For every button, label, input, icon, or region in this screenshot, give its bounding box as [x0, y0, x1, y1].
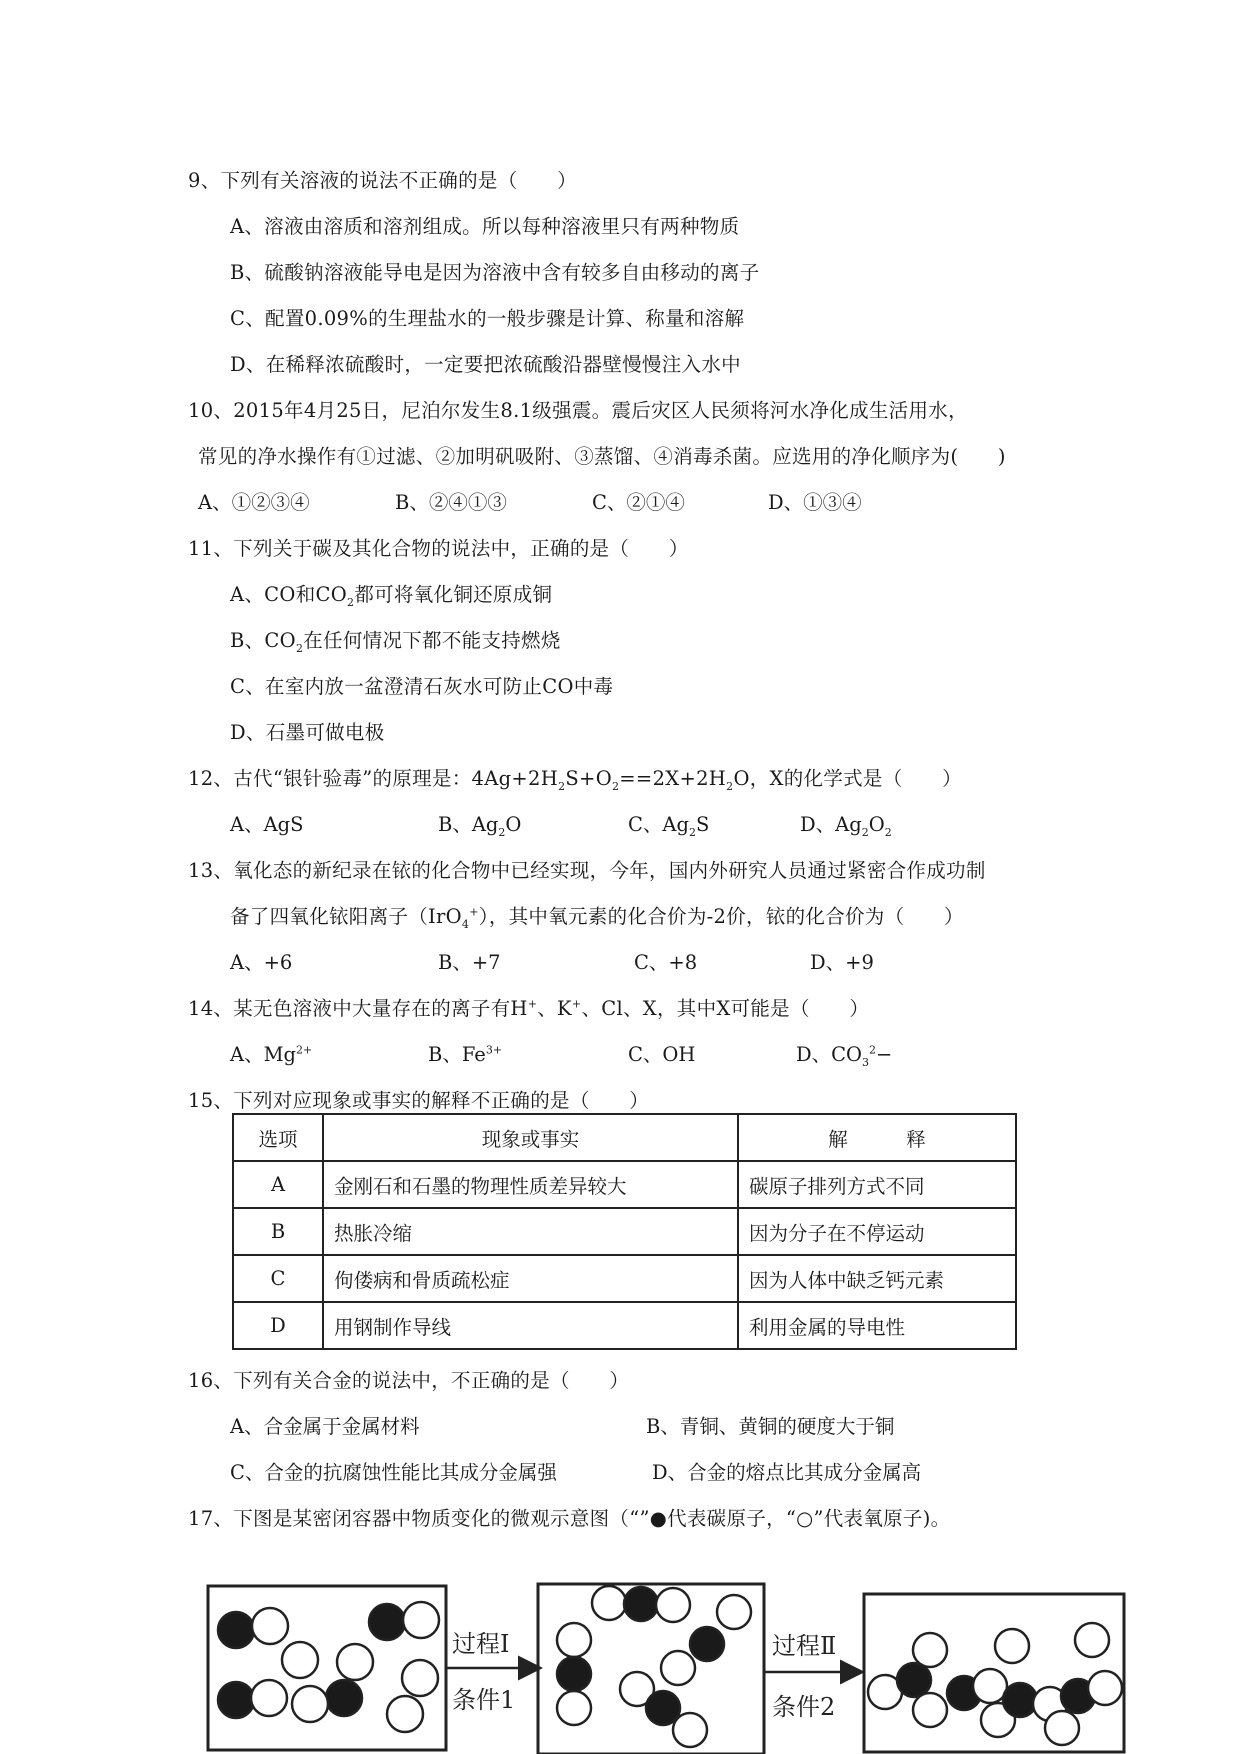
q10-option-b: B、②④①③ [395, 491, 507, 514]
q10-option-c: C、②①④ [592, 491, 685, 514]
q13-option-d: D、+9 [810, 951, 874, 974]
q11-option-b: B、$CO_2$在任何情况下都不能支持燃烧 [230, 629, 561, 655]
q17-stem: 17、下图是某密闭容器中物质变化的微观示意图（“”●代表碳原子，“○”代表氧原子)。 [188, 1507, 951, 1530]
molecules-final [868, 1623, 1122, 1745]
table-cell: C [233, 1255, 323, 1302]
carbon-atom [690, 1627, 724, 1661]
q9-option-c: C、配置0.09%的生理盐水的一般步骤是计算、称量和溶解 [230, 307, 745, 330]
oxygen-atom [913, 1633, 947, 1667]
q12-option-d: D、$Ag_2O_2$ [800, 813, 892, 839]
oxygen-atom [1045, 1711, 1079, 1745]
table-cell: 碳原子排列方式不同 [738, 1161, 1016, 1208]
q12-stem: 12、古代“银针验毒”的原理是：$4Ag+2H_2S+O_2==2X+2H_2O$，X的化学式是（ ） [188, 767, 962, 793]
q15-table [232, 1113, 1017, 1350]
oxygen-atom [282, 1642, 318, 1678]
table-cell: 用钢制作导线 [323, 1302, 738, 1349]
q12-option-a: A、AgS [230, 813, 304, 836]
q9-option-b: B、硫酸钠溶液能导电是因为溶液中含有较多自由移动的离子 [230, 261, 760, 284]
oxygen-atom [251, 1680, 287, 1716]
table-cell: 利用金属的导电性 [738, 1302, 1016, 1349]
q16-option-a: A、合金属于金属材料 [230, 1415, 420, 1438]
condition-1-label: 条件1 [452, 1686, 516, 1714]
oxygen-atom [673, 1713, 707, 1747]
carbon-atom [1003, 1683, 1037, 1717]
carbon-atom [624, 1587, 658, 1621]
q11-option-a: A、CO和$CO_2$都可将氧化铜还原成铜 [230, 583, 553, 609]
table-row [233, 1208, 1016, 1255]
oxygen-atom [252, 1608, 288, 1644]
table-header-cell: 现象或事实 [323, 1114, 738, 1161]
table-cell: A [233, 1161, 323, 1208]
oxygen-atom [717, 1595, 751, 1629]
q10-stem-line1: 10、2015年4月25日，尼泊尔发生8.1级强震。震后灾区人民须将河水净化成生活用水， [188, 399, 968, 422]
carbon-atom [557, 1657, 591, 1691]
table-cell: 因为人体中缺乏钙元素 [738, 1255, 1016, 1302]
q11-stem: 11、下列关于碳及其化合物的说法中，正确的是（ ） [188, 537, 689, 560]
oxygen-atom [557, 1691, 591, 1725]
table-row [233, 1161, 1016, 1208]
q16-option-b: B、青铜、黄铜的硬度大于铜 [646, 1415, 895, 1438]
oxygen-atom [557, 1623, 591, 1657]
carbon-atom [326, 1680, 362, 1716]
oxygen-atom [402, 1660, 438, 1696]
q10-option-d: D、①③④ [768, 491, 862, 514]
q14-option-c: C、OH [628, 1043, 696, 1066]
oxygen-atom [403, 1602, 439, 1638]
micro-process-diagram [0, 1570, 1240, 1754]
molecules-middle [557, 1586, 751, 1747]
oxygen-atom [337, 1644, 373, 1680]
carbon-atom [897, 1663, 931, 1697]
q12-option-b: B、$Ag_2O$ [438, 813, 522, 839]
table-row [233, 1302, 1016, 1349]
q9-option-a: A、溶液由溶质和溶剂组成。所以每种溶液里只有两种物质 [230, 215, 740, 238]
process-1-label: 过程Ⅰ [452, 1630, 510, 1658]
q14-option-a: A、$Mg^{2+}$ [230, 1043, 313, 1066]
condition-2-label: 条件2 [772, 1693, 836, 1721]
table-header-cell: 选项 [233, 1114, 323, 1161]
process-2-label: 过程Ⅱ [772, 1632, 837, 1660]
molecules-initial [218, 1602, 439, 1732]
table-cell: B [233, 1208, 323, 1255]
table-cell: 因为分子在不停运动 [738, 1208, 1016, 1255]
oxygen-atom [1088, 1671, 1122, 1705]
q13-option-a: A、+6 [230, 951, 293, 974]
table-cell: D [233, 1302, 323, 1349]
q13-stem-line1: 13、氧化态的新纪录在铱的化合物中已经实现，今年，国内外研究人员通过紧密合作成功制 [188, 859, 986, 882]
carbon-atom [218, 1612, 254, 1648]
q10-stem-line2: 常见的净水操作有①过滤、②加明矾吸附、③蒸馏、④消毒杀菌。应选用的净化顺序为( ) [198, 445, 1006, 468]
table-header-cell: 解 释 [738, 1114, 1016, 1161]
oxygen-atom [913, 1693, 947, 1727]
q10-option-a: A、①②③④ [198, 491, 310, 514]
q16-option-d: D、合金的熔点比其成分金属高 [652, 1461, 922, 1484]
q13-stem-line2: 备了四氧化铱阳离子（IrO$_4$+），其中氧元素的化合价为-2价，铱的化合价为（ ） [230, 905, 964, 931]
table-cell: 佝偻病和骨质疏松症 [323, 1255, 738, 1302]
q16-stem: 16、下列有关合金的说法中，不正确的是（ ） [188, 1369, 630, 1392]
table-row [233, 1255, 1016, 1302]
q14-option-b: B、$Fe^{3+}$ [428, 1043, 503, 1066]
oxygen-atom [387, 1696, 423, 1732]
q14-stem: 14、某无色溶液中大量存在的离子有H+、K+、Cl、X，其中X可能是（ ） [188, 997, 870, 1020]
oxygen-atom [661, 1651, 695, 1685]
oxygen-atom [592, 1586, 626, 1620]
oxygen-atom [656, 1588, 690, 1622]
carbon-atom [218, 1682, 254, 1718]
oxygen-atom [995, 1629, 1029, 1663]
q9-option-d: D、在稀释浓硫酸时，一定要把浓硫酸沿器壁慢慢注入水中 [230, 353, 741, 376]
oxygen-atom [292, 1686, 328, 1722]
q13-option-c: C、+8 [634, 951, 698, 974]
q16-option-c: C、合金的抗腐蚀性能比其成分金属强 [230, 1461, 557, 1484]
q12-option-c: C、$Ag_2S$ [628, 813, 710, 839]
q13-option-b: B、+7 [438, 951, 501, 974]
q15-stem: 15、下列对应现象或事实的解释不正确的是（ ） [188, 1089, 650, 1112]
q11-option-c: C、在室内放一盆澄清石灰水可防止CO中毒 [230, 675, 614, 698]
table-cell: 金刚石和石墨的物理性质差异较大 [323, 1161, 738, 1208]
oxygen-atom [1075, 1623, 1109, 1657]
table-cell: 热胀冷缩 [323, 1208, 738, 1255]
q11-option-d: D、石墨可做电极 [230, 721, 385, 744]
q14-option-d: D、$CO_3^2-$ [796, 1043, 893, 1069]
table-header-row [233, 1114, 1016, 1161]
q9-stem: 9、下列有关溶液的说法不正确的是（ ） [188, 169, 577, 192]
carbon-atom [369, 1604, 405, 1640]
